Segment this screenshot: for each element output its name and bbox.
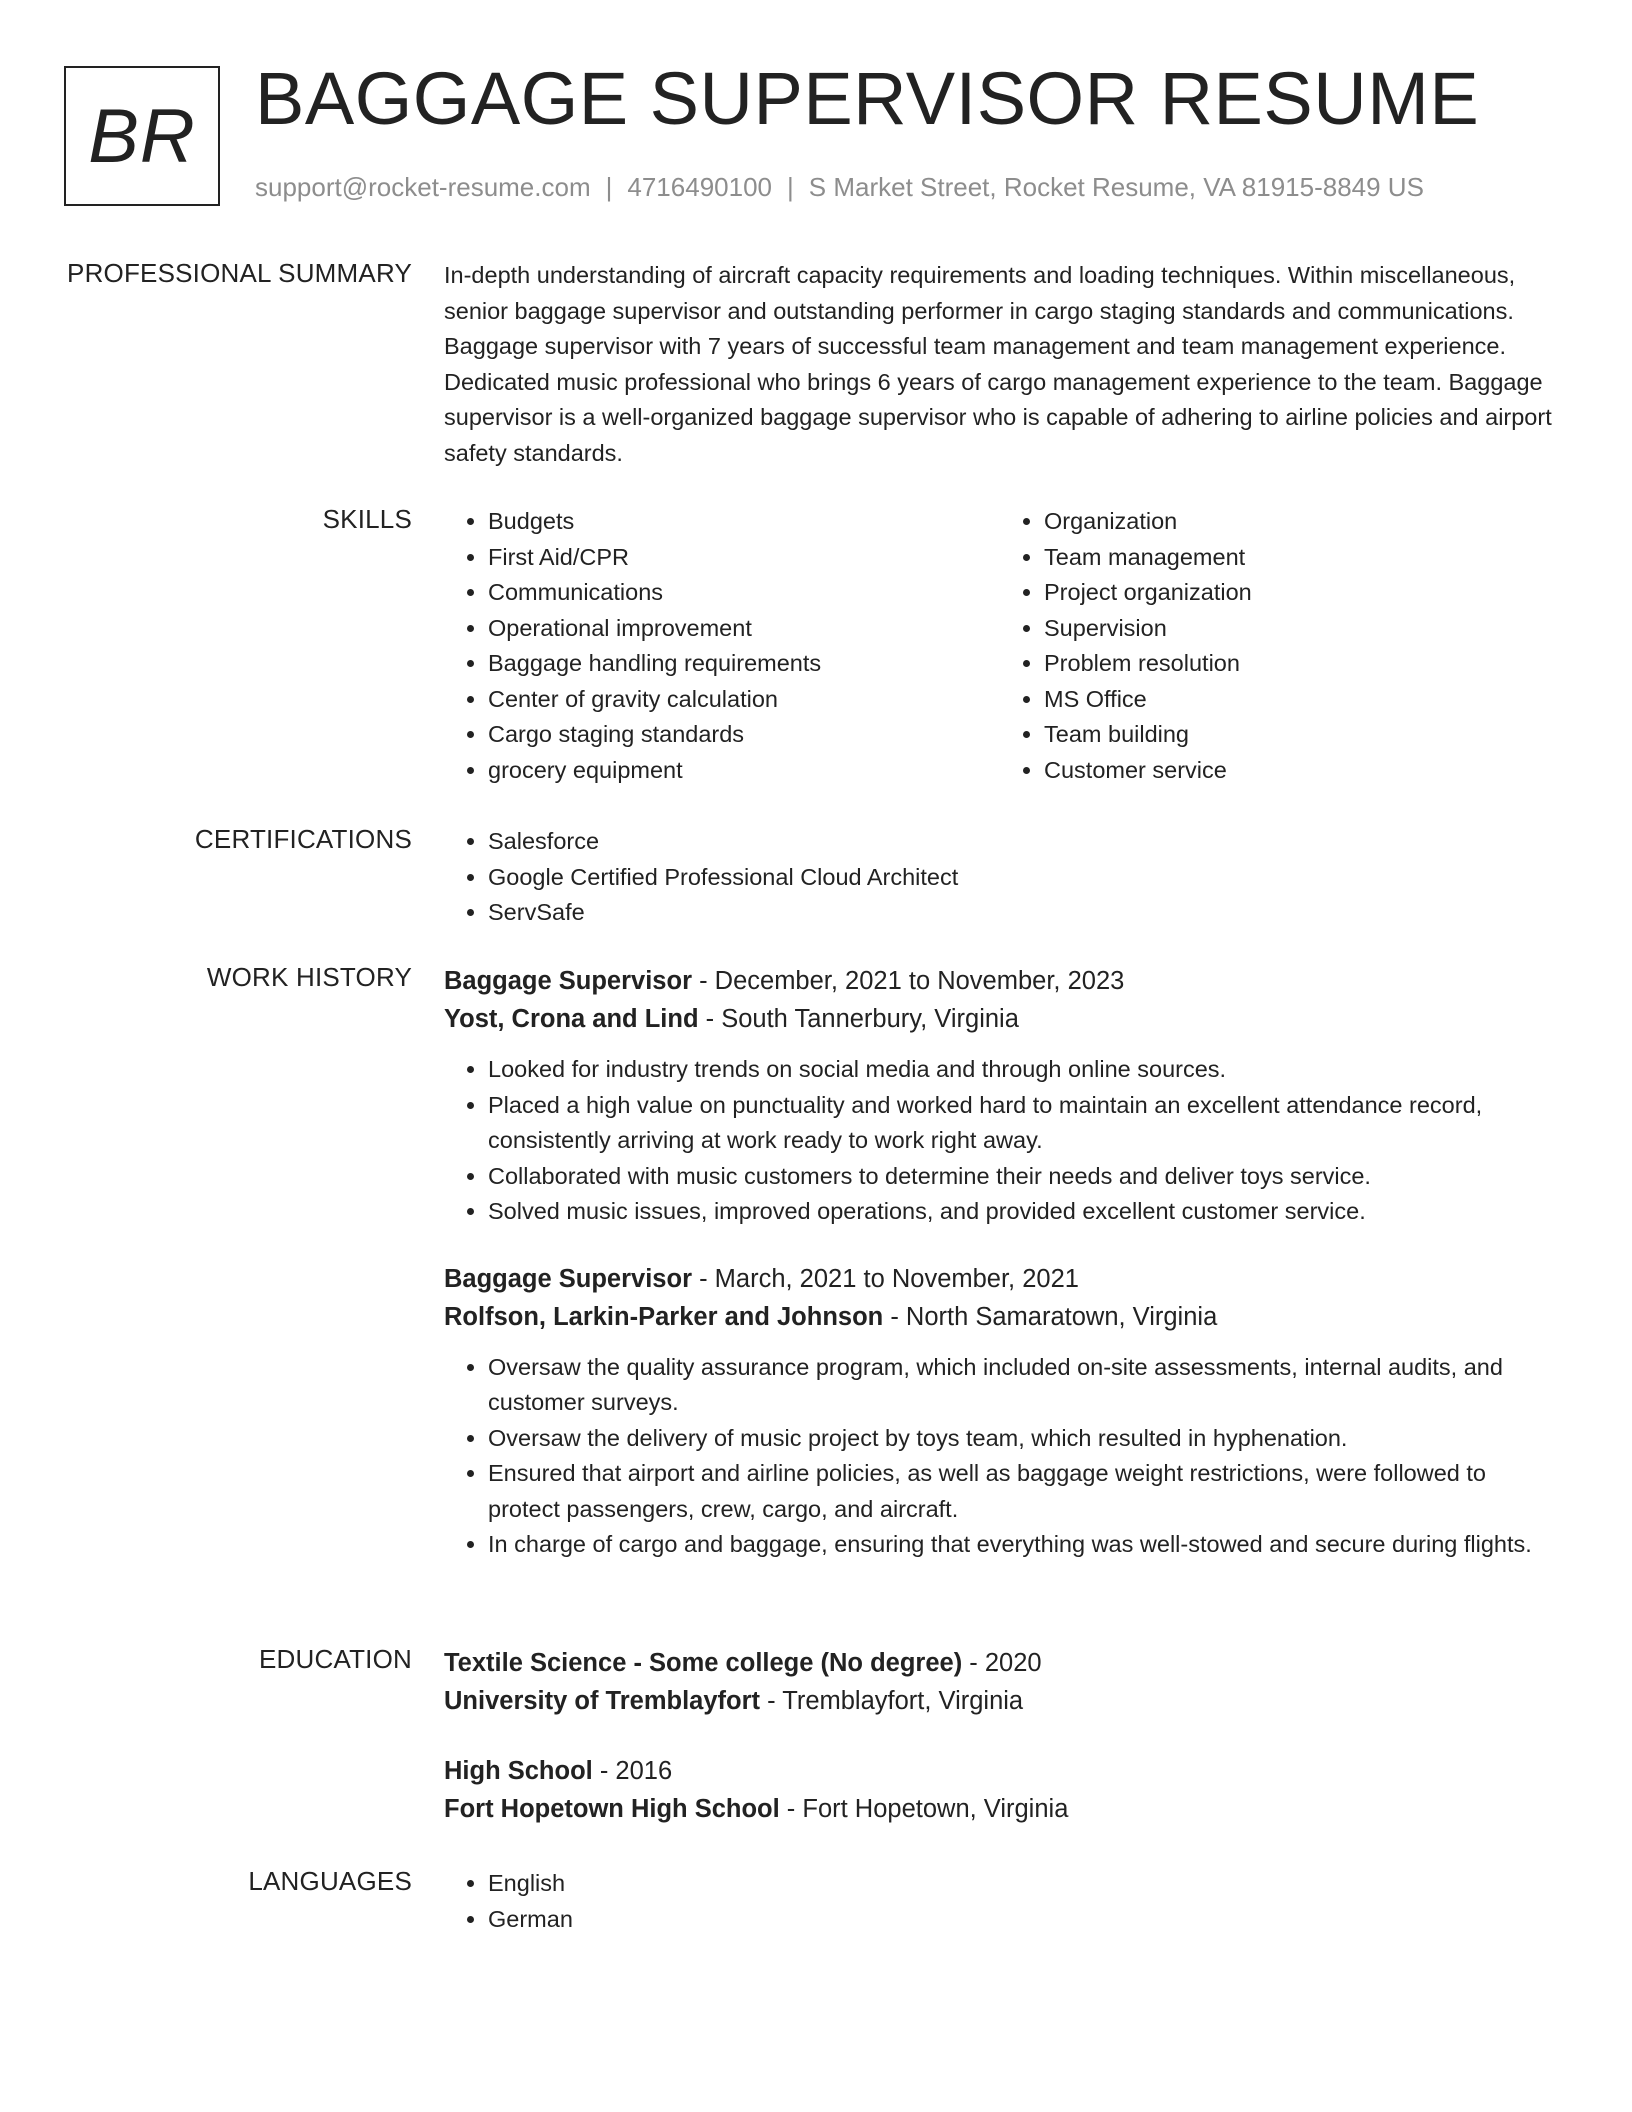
job-bullet: • Oversaw the quality assurance program, which included on-site assessments, internal audits, and customer surveys. — [488, 1350, 1556, 1421]
summary-text: In-depth understanding of aircraft capacity requirements and loading techniques. Within miscellaneous, senior baggage supervisor and outstanding performer in cargo staging standards and communications. Baggage supervisor with 7 years of successful team management and team management experience. Dedicated music professional who brings 6 years of cargo management experience to the team. Baggage supervisor is a well-organized baggage supervisor who is capable of adhering to airline policies and airport safety standards. — [444, 262, 1552, 466]
education-school-line — [444, 1682, 1556, 1720]
contact-line — [255, 172, 1424, 203]
contact-email: support@rocket-resume.com — [255, 172, 591, 202]
language-item: • German — [488, 1902, 1556, 1938]
education-school: University of Tremblayfort — [444, 1687, 760, 1715]
languages-list — [444, 1866, 1556, 1937]
language-item: • English — [488, 1866, 1556, 1902]
certification-item: • ServSafe — [488, 895, 1556, 931]
monogram-initials: BR — [88, 93, 196, 179]
skill-item: • grocery equipment — [488, 753, 1000, 789]
job-company: Rolfson, Larkin-Parker and Johnson — [444, 1302, 884, 1331]
education-entry — [444, 1752, 1556, 1828]
job-bullet: • Looked for industry trends on social media and through online sources. — [488, 1052, 1556, 1088]
summary-heading: PROFESSIONAL SUMMARY — [67, 258, 412, 288]
education-degree-line — [444, 1752, 1556, 1790]
skill-item: • Supervision — [1044, 611, 1556, 647]
summary-body — [444, 258, 1556, 471]
skill-item: • Operational improvement — [488, 611, 1000, 647]
job-company-line — [444, 1000, 1556, 1038]
job-dates: - December, 2021 to November, 2023 — [692, 967, 1125, 995]
job-bullet: • Oversaw the delivery of music project by toys team, which resulted in hyphenation. — [488, 1421, 1556, 1457]
job-title-line — [444, 962, 1556, 1000]
skill-item: • Problem resolution — [1044, 646, 1556, 682]
job-bullet: • Collaborated with music customers to determine their needs and deliver toys service. — [488, 1159, 1556, 1195]
education-body — [444, 1644, 1556, 1828]
education-year: - 2016 — [592, 1757, 673, 1785]
skill-item: • Organization — [1044, 504, 1556, 540]
skill-item: • MS Office — [1044, 682, 1556, 718]
job-title: Baggage Supervisor — [444, 967, 692, 995]
education-degree: High School — [444, 1757, 593, 1785]
certifications-list — [444, 824, 1556, 931]
skill-item: • Center of gravity calculation — [488, 682, 1000, 718]
skill-item: • Customer service — [1044, 753, 1556, 789]
languages-body — [444, 1866, 1556, 1937]
job-entry — [444, 1260, 1556, 1563]
certification-item: • Google Certified Professional Cloud Architect — [488, 860, 1556, 896]
skill-item: • Team building — [1044, 717, 1556, 753]
job-bullet: • Ensured that airport and airline policies, as well as baggage weight restrictions, were followed to protect passengers, crew, cargo, and aircraft. — [488, 1456, 1556, 1527]
job-location: - North Samaratown, Virginia — [883, 1302, 1218, 1331]
skills-list-left — [444, 504, 1000, 788]
education-school: Fort Hopetown High School — [444, 1795, 780, 1823]
education-location: - Tremblayfort, Virginia — [760, 1687, 1024, 1715]
education-entry — [444, 1644, 1556, 1720]
skill-item: • First Aid/CPR — [488, 540, 1000, 576]
job-bullets — [444, 1350, 1556, 1563]
skill-item: • Budgets — [488, 504, 1000, 540]
certification-item: • Salesforce — [488, 824, 1556, 860]
education-year: - 2020 — [962, 1649, 1042, 1677]
job-bullet: • In charge of cargo and baggage, ensuring that everything was well-stowed and secure during flights. — [488, 1527, 1556, 1563]
skill-item: • Cargo staging standards — [488, 717, 1000, 753]
languages-heading: LANGUAGES — [248, 1866, 412, 1896]
education-location: - Fort Hopetown, Virginia — [779, 1795, 1069, 1823]
education-degree: Textile Science - Some college (No degree) — [444, 1649, 963, 1677]
certifications-body — [444, 824, 1556, 931]
resume-title: BAGGAGE SUPERVISOR RESUME — [255, 57, 1480, 140]
monogram-box — [64, 66, 220, 206]
job-bullet: • Solved music issues, improved operations, and provided excellent customer service. — [488, 1194, 1556, 1230]
job-location: - South Tannerbury, Virginia — [698, 1005, 1019, 1033]
skill-item: • Project organization — [1044, 575, 1556, 611]
job-bullet: • Placed a high value on punctuality and worked hard to maintain an excellent attendance record, consistently arriving at work ready to work right away. — [488, 1088, 1556, 1159]
job-title-line — [444, 1260, 1556, 1298]
education-school-line — [444, 1790, 1556, 1828]
education-heading: EDUCATION — [259, 1644, 412, 1674]
job-company: Yost, Crona and Lind — [444, 1005, 699, 1033]
skill-item: • Team management — [1044, 540, 1556, 576]
skills-body — [444, 504, 1556, 788]
job-entry — [444, 962, 1556, 1230]
skills-heading: SKILLS — [322, 504, 412, 534]
education-degree-line — [444, 1644, 1556, 1682]
contact-address: S Market Street, Rocket Resume, VA 81915-8849 US — [808, 172, 1424, 202]
job-title: Baggage Supervisor — [444, 1264, 692, 1293]
contact-phone: 4716490100 — [627, 172, 772, 202]
contact-separator: | — [605, 172, 613, 202]
job-company-line — [444, 1298, 1556, 1336]
certifications-heading: CERTIFICATIONS — [194, 824, 412, 854]
job-bullets — [444, 1052, 1556, 1230]
skill-item: • Communications — [488, 575, 1000, 611]
contact-separator: | — [787, 172, 794, 202]
skills-list-right — [1000, 504, 1556, 788]
work-history-heading: WORK HISTORY — [206, 962, 412, 992]
job-dates: - March, 2021 to November, 2021 — [692, 1264, 1079, 1293]
skill-item: • Baggage handling requirements — [488, 646, 1000, 682]
work-history-body — [444, 962, 1556, 1563]
